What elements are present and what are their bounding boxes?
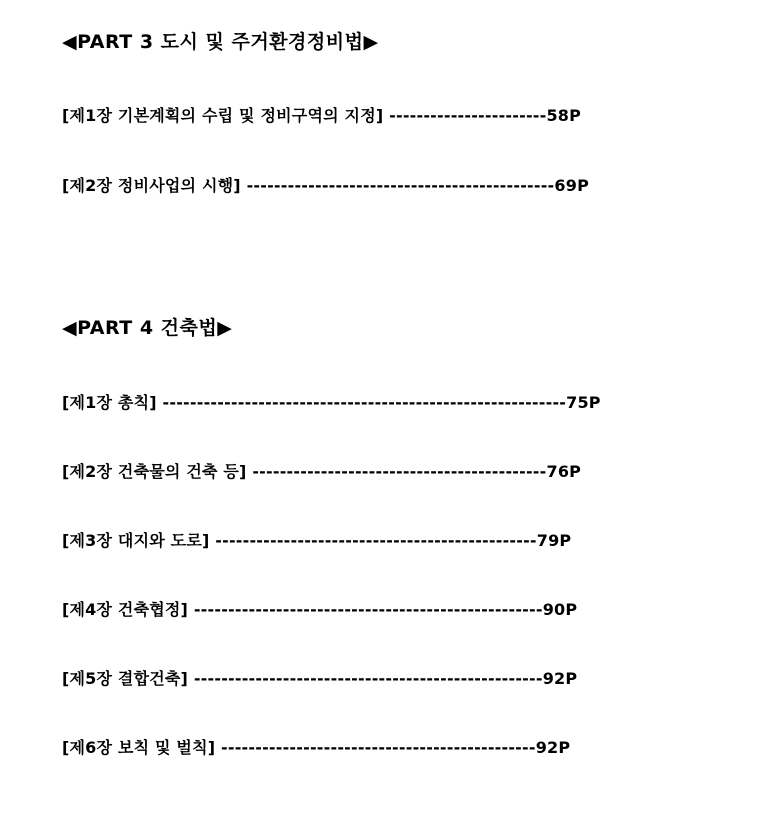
toc-entry-part4-ch1[interactable]: [제1장 총칙] -----------------------------------------------------------75P (62, 393, 601, 412)
toc-entry-part3-ch2[interactable]: [제2장 정비사업의 시행] ---------------------------------------------69P (62, 176, 589, 195)
toc-entry-part4-ch4[interactable]: [제4장 건축협정] ---------------------------------------------------90P (62, 600, 578, 619)
toc-entry-part4-ch2[interactable]: [제2장 건축물의 건축 등] -------------------------------------------76P (62, 462, 582, 481)
toc-entry-part4-ch6[interactable]: [제6장 보칙 및 벌칙] ----------------------------------------------92P (62, 738, 571, 757)
part-4-heading: ◀PART 4 건축법▶ (62, 317, 233, 339)
toc-entry-part3-ch1[interactable]: [제1장 기본계획의 수립 및 정비구역의 지정] -----------------------58P (62, 106, 582, 125)
toc-entry-part4-ch3[interactable]: [제3장 대지와 도로] -----------------------------------------------79P (62, 531, 572, 550)
part-3-heading: ◀PART 3 도시 및 주거환경정비법▶ (62, 31, 379, 53)
toc-entry-part4-ch5[interactable]: [제5장 결합건축] ---------------------------------------------------92P (62, 669, 578, 688)
